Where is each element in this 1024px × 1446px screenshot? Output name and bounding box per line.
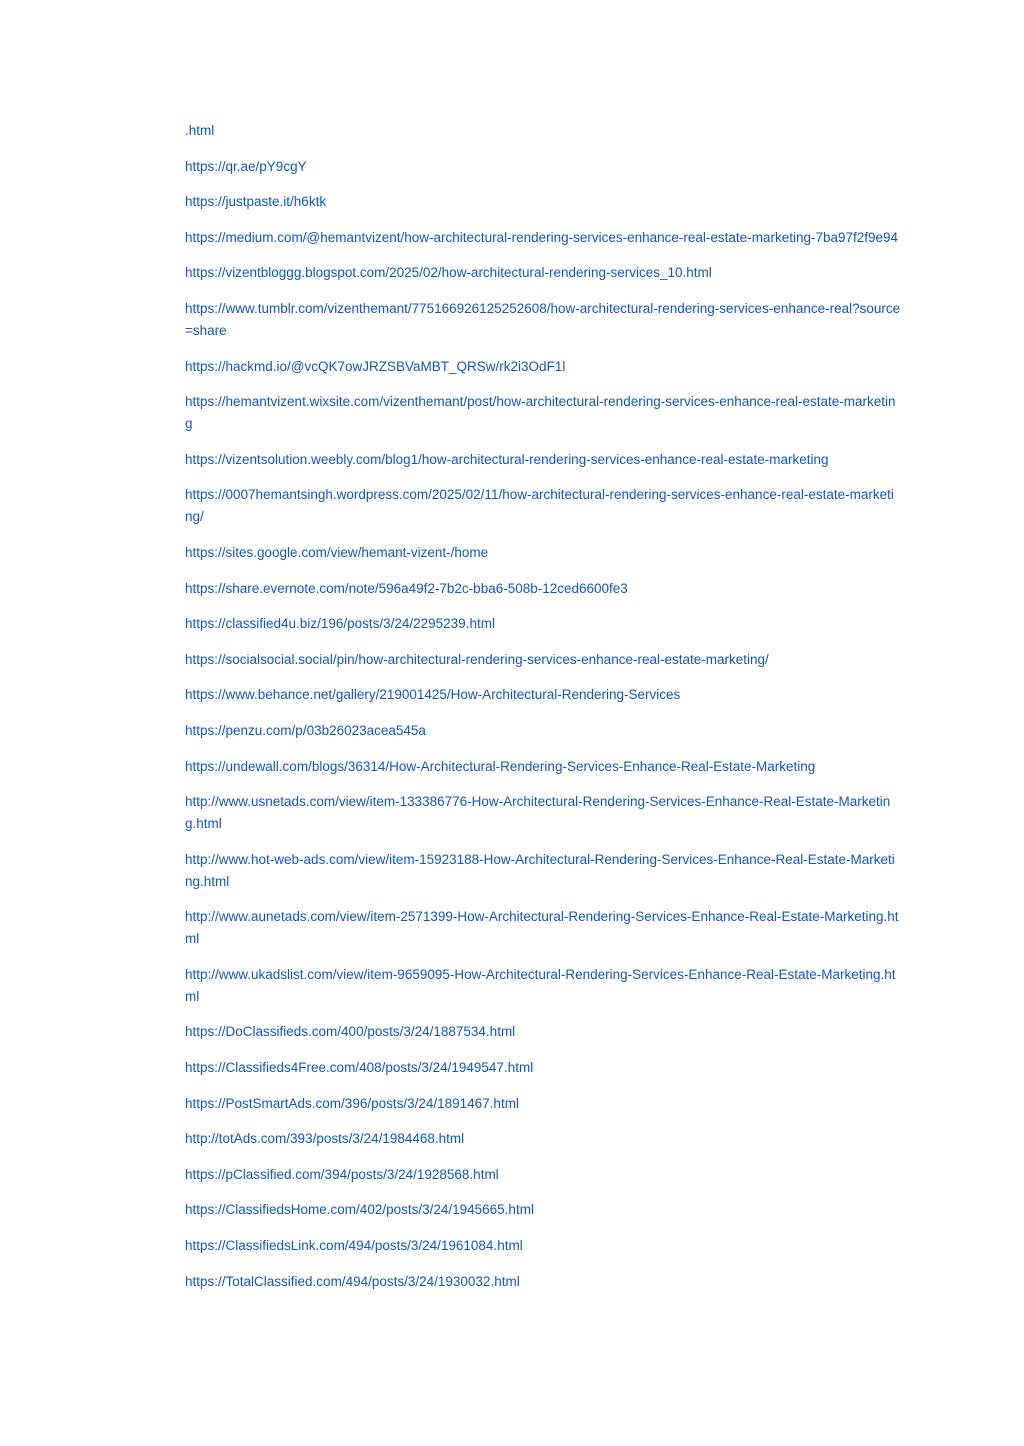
link[interactable]: https://TotalClassified.com/494/posts/3/24/1930032.html	[185, 1273, 520, 1289]
list-item	[185, 356, 901, 378]
link[interactable]: https://medium.com/@hemantvizent/how-architectural-rendering-services-enhance-real-estate-marketing-7ba97f2f9e94	[185, 229, 899, 245]
list-item	[185, 484, 901, 528]
list-item	[185, 613, 901, 635]
link[interactable]: https://penzu.com/p/03b26023acea545a	[185, 722, 426, 738]
list-item	[185, 1235, 901, 1257]
list-item	[185, 391, 901, 435]
list-item	[185, 578, 901, 600]
link[interactable]: https://ClassifiedsLink.com/494/posts/3/24/1961084.html	[185, 1238, 523, 1254]
link[interactable]: http://www.usnetads.com/view/item-133386776-How-Architectural-Rendering-Services-Enhance-Real-Estate-Marketing.html	[185, 794, 891, 832]
list-item	[185, 720, 901, 742]
list-item	[185, 1093, 901, 1115]
link[interactable]: https://ClassifiedsHome.com/402/posts/3/24/1945665.html	[185, 1202, 534, 1218]
link[interactable]: https://www.behance.net/gallery/219001425/How-Architectural-Rendering-Services	[185, 687, 681, 703]
link[interactable]: https://hackmd.io/@vcQK7owJRZSBVaMBT_QRSw/rk2i3OdF1l	[185, 358, 566, 374]
link[interactable]: http://www.ukadslist.com/view/item-9659095-How-Architectural-Rendering-Services-Enhance-Real-Estate-Marketing.html	[185, 966, 896, 1004]
link[interactable]: https://pClassified.com/394/posts/3/24/1928568.html	[185, 1166, 499, 1182]
link[interactable]: https://undewall.com/blogs/36314/How-Architectural-Rendering-Services-Enhance-Real-Estate-Marketing	[185, 758, 816, 774]
list-item	[185, 298, 901, 342]
link[interactable]: https://classified4u.biz/196/posts/3/24/2295239.html	[185, 616, 495, 632]
link[interactable]: https://0007hemantsingh.wordpress.com/2025/02/11/how-architectural-rendering-services-enhance-real-estate-marketing/	[185, 487, 894, 525]
link[interactable]: https://vizentsolution.weebly.com/blog1/how-architectural-rendering-services-enhance-real-estate-marketing	[185, 451, 829, 467]
link[interactable]: https://DoClassifieds.com/400/posts/3/24/1887534.html	[185, 1024, 516, 1040]
list-item	[185, 1128, 901, 1150]
list-item	[185, 191, 901, 213]
list-item	[185, 964, 901, 1008]
link[interactable]: https://vizentbloggg.blogspot.com/2025/02/how-architectural-rendering-services_10.html	[185, 265, 712, 281]
link[interactable]: https://Classifieds4Free.com/408/posts/3/24/1949547.html	[185, 1060, 534, 1076]
list-item	[185, 649, 901, 671]
list-item	[185, 756, 901, 778]
link[interactable]: https://share.evernote.com/note/596a49f2-7b2c-bba6-508b-12ced6600fe3	[185, 580, 628, 596]
link[interactable]: http://www.hot-web-ads.com/view/item-15923188-How-Architectural-Rendering-Services-Enhance-Real-Estate-Marketing.html	[185, 851, 895, 889]
list-item	[185, 791, 901, 835]
list-item	[185, 1057, 901, 1079]
link[interactable]: https://www.tumblr.com/vizenthemant/775166926125252608/how-architectural-rendering-services-enhance-real?source=share	[185, 300, 901, 338]
link[interactable]: https://hemantvizent.wixsite.com/vizenthemant/post/how-architectural-rendering-services-enhance-real-estate-marketing	[185, 394, 896, 432]
list-item	[185, 1271, 901, 1293]
link[interactable]: https://qr.ae/pY9cgY	[185, 158, 307, 174]
list-item	[185, 156, 901, 178]
link[interactable]: .html	[185, 123, 215, 138]
list-item	[185, 684, 901, 706]
list-item	[185, 849, 901, 893]
list-item	[185, 1199, 901, 1221]
document-page	[185, 120, 901, 1306]
list-item	[185, 262, 901, 284]
list-item	[185, 906, 901, 950]
list-item	[185, 1021, 901, 1043]
link[interactable]: https://PostSmartAds.com/396/posts/3/24/1891467.html	[185, 1095, 519, 1111]
list-item	[185, 120, 901, 142]
link[interactable]: https://sites.google.com/view/hemant-vizent-/home	[185, 544, 489, 560]
link[interactable]: https://justpaste.it/h6ktk	[185, 194, 327, 210]
list-item	[185, 227, 901, 249]
list-item	[185, 1164, 901, 1186]
link[interactable]: http://totAds.com/393/posts/3/24/1984468.html	[185, 1131, 465, 1147]
list-item	[185, 449, 901, 471]
list-item	[185, 542, 901, 564]
link[interactable]: https://socialsocial.social/pin/how-architectural-rendering-services-enhance-real-estate-marketing/	[185, 651, 769, 667]
link[interactable]: http://www.aunetads.com/view/item-2571399-How-Architectural-Rendering-Services-Enhance-Real-Estate-Marketing.html	[185, 909, 899, 947]
